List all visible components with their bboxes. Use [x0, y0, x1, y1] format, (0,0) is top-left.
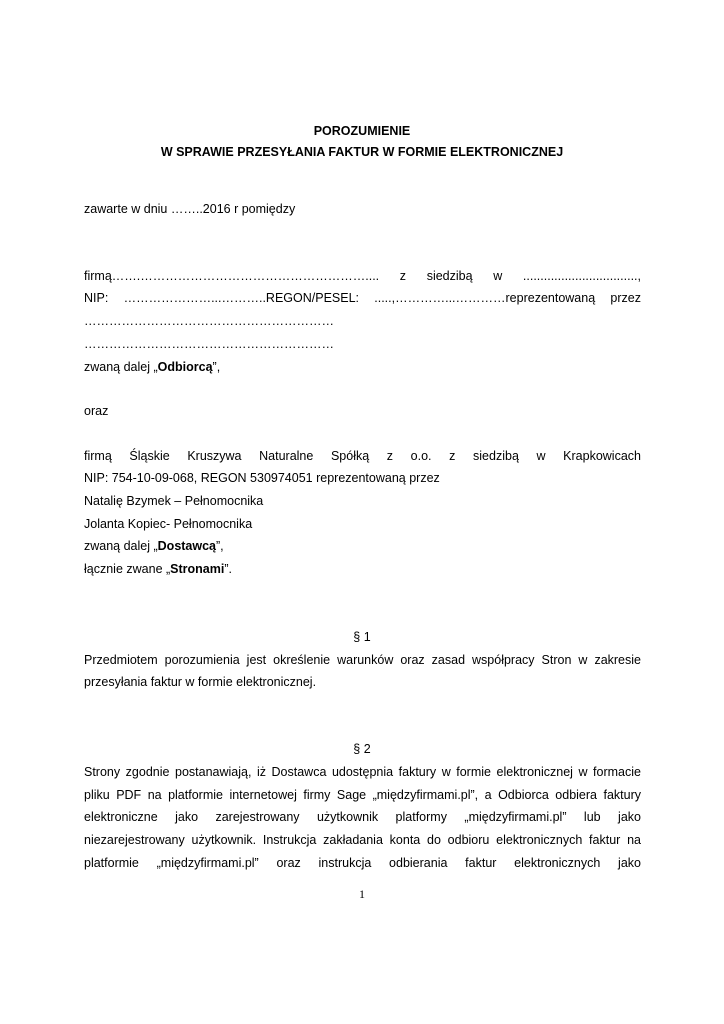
section-2-line-5: platformie „międzyfirmami.pl” oraz instrukcja odbierania faktur elektronicznych jako: [84, 856, 641, 870]
recipient-line-4: ……………………………………………………: [84, 337, 334, 351]
recipient-called-prefix: zwaną dalej „: [84, 360, 158, 374]
page-number: 1: [359, 887, 365, 901]
supplier-line-2: NIP: 754-10-09-068, REGON 530974051 reprezentowaną przez: [84, 471, 440, 485]
supplier-line-1: firmą Śląskie Kruszywa Naturalne Spółką z o.o. z siedzibą w Krapkowicach: [84, 449, 641, 463]
jointly-called-suffix: ”.: [224, 562, 232, 576]
recipient-line-1: firmą…….……………………………………………….... z siedzibą w .................................,: [84, 269, 641, 283]
supplier-line-3: Natalię Bzymek – Pełnomocnika: [84, 494, 264, 508]
recipient-line-2: NIP: …………………...………..REGON/PESEL: .....,…………...…………reprezentowaną przez: [84, 291, 641, 305]
supplier-line-4: Jolanta Kopiec- Pełnomocnika: [84, 517, 253, 531]
recipient-line-3: ……………………………………………………: [84, 314, 334, 328]
document-title-line1: POROZUMIENIE: [313, 124, 411, 138]
section-2-line-1: Strony zgodnie postanawiają, iż Dostawca udostępnia faktury w formie elektronicznej w formacie: [84, 765, 641, 779]
section-1-heading: § 1: [353, 630, 371, 644]
section-2-line-2: pliku PDF na platformie internetowej firmy Sage „międzyfirmami.pl”, a Odbiorca odbiera faktury: [84, 788, 641, 802]
recipient-called-name: Odbiorcą: [157, 360, 213, 374]
section-2-line-3: elektroniczne jako zarejestrowany użytkownik platformy „międzyfirmami.pl” lub jako: [84, 810, 641, 824]
jointly-called-name: Stronami: [170, 562, 225, 576]
section-1-line-2: przesyłania faktur w formie elektronicznej.: [84, 675, 317, 689]
supplier-called-prefix: zwaną dalej „: [84, 539, 158, 553]
supplier-called-name: Dostawcą: [157, 539, 217, 553]
jointly-called: [84, 562, 232, 577]
document-title-line2: W SPRAWIE PRZESYŁANIA FAKTUR W FORMIE ELEKTRONICZNEJ: [160, 145, 564, 159]
section-2-heading: § 2: [353, 742, 371, 756]
jointly-called-prefix: łącznie zwane „: [84, 562, 171, 576]
supplier-called: [84, 539, 224, 554]
and-word: oraz: [84, 404, 109, 418]
recipient-called: [84, 360, 220, 375]
section-2-line-4: niezarejestrowany użytkownik. Instrukcja zakładania konta do odbioru elektronicznych faktur na: [84, 833, 641, 847]
section-1-line-1: Przedmiotem porozumienia jest określenie warunków oraz zasad współpracy Stron w zakresie: [84, 653, 641, 667]
recipient-called-suffix: ”,: [212, 360, 221, 374]
supplier-called-suffix: ”,: [216, 539, 224, 553]
date-line: zawarte w dniu ……..2016 r pomiędzy: [84, 202, 296, 216]
